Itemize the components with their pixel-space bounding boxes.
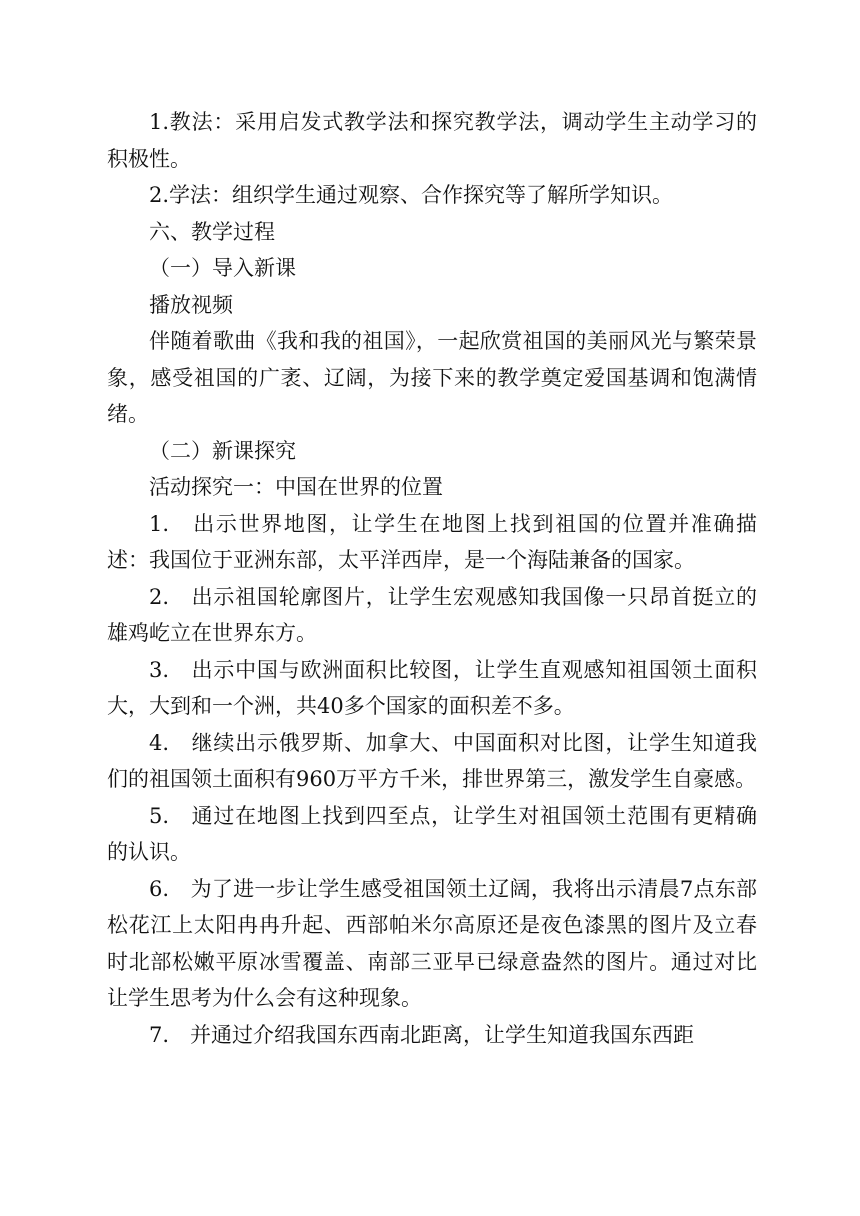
list-item-6: 6. 为了进一步让学生感受祖国领土辽阔，我将出示清晨7点东部松花江上太阳冉冉升起、西部帕米尔高原还是夜色漆黑的图片及立春时北部松嫩平原冰雪覆盖、南部三亚早已绿意盎然的图片。通过对比让学生思考为什么会有这种现象。 bbox=[107, 876, 757, 1010]
list-item-3: 3. 出示中国与欧洲面积比较图，让学生直观感知祖国领土面积大，大到和一个洲，共40多个国家的面积差不多。 bbox=[107, 657, 757, 718]
activity-heading: 活动探究一：中国在世界的位置 bbox=[149, 475, 443, 499]
paragraph-teaching-method: 1.教法：采用启发式教学法和探究教学法，调动学生主动学习的积极性。 bbox=[107, 110, 757, 171]
list-item-1: 1. 出示世界地图，让学生在地图上找到祖国的位置并准确描述：我国位于亚洲东部，太平洋西岸，是一个海陆兼备的国家。 bbox=[107, 511, 757, 572]
section-heading-teaching-process: 六、教学过程 bbox=[149, 219, 275, 244]
paragraph-play-video: 播放视频 bbox=[149, 292, 233, 317]
list-item-4: 4. 继续出示俄罗斯、加拿大、中国面积对比图，让学生知道我们的祖国领土面积有960万平方千米，排世界第三，激发学生自豪感。 bbox=[107, 730, 757, 791]
list-item-5: 5. 通过在地图上找到四至点，让学生对祖国领土范围有更精确的认识。 bbox=[107, 803, 757, 864]
subheading-new-lesson: （二）新课探究 bbox=[149, 438, 296, 463]
subheading-introduction: （一）导入新课 bbox=[149, 256, 296, 280]
document-page bbox=[107, 104, 757, 1053]
list-item-2: 2. 出示祖国轮廓图片，让学生宏观感知我国像一只昂首挺立的雄鸡屹立在世界东方。 bbox=[107, 584, 757, 645]
paragraph-song-intro: 伴随着歌曲《我和我的祖国》，一起欣赏祖国的美丽风光与繁荣景象，感受祖国的广袤、辽阔，为接下来的教学奠定爱国基调和饱满情绪。 bbox=[107, 329, 757, 426]
paragraph-learning-method: 2.学法：组织学生通过观察、合作探究等了解所学知识。 bbox=[149, 183, 674, 207]
list-item-7: 7. 并通过介绍我国东西南北距离，让学生知道我国东西距 bbox=[149, 1022, 695, 1047]
